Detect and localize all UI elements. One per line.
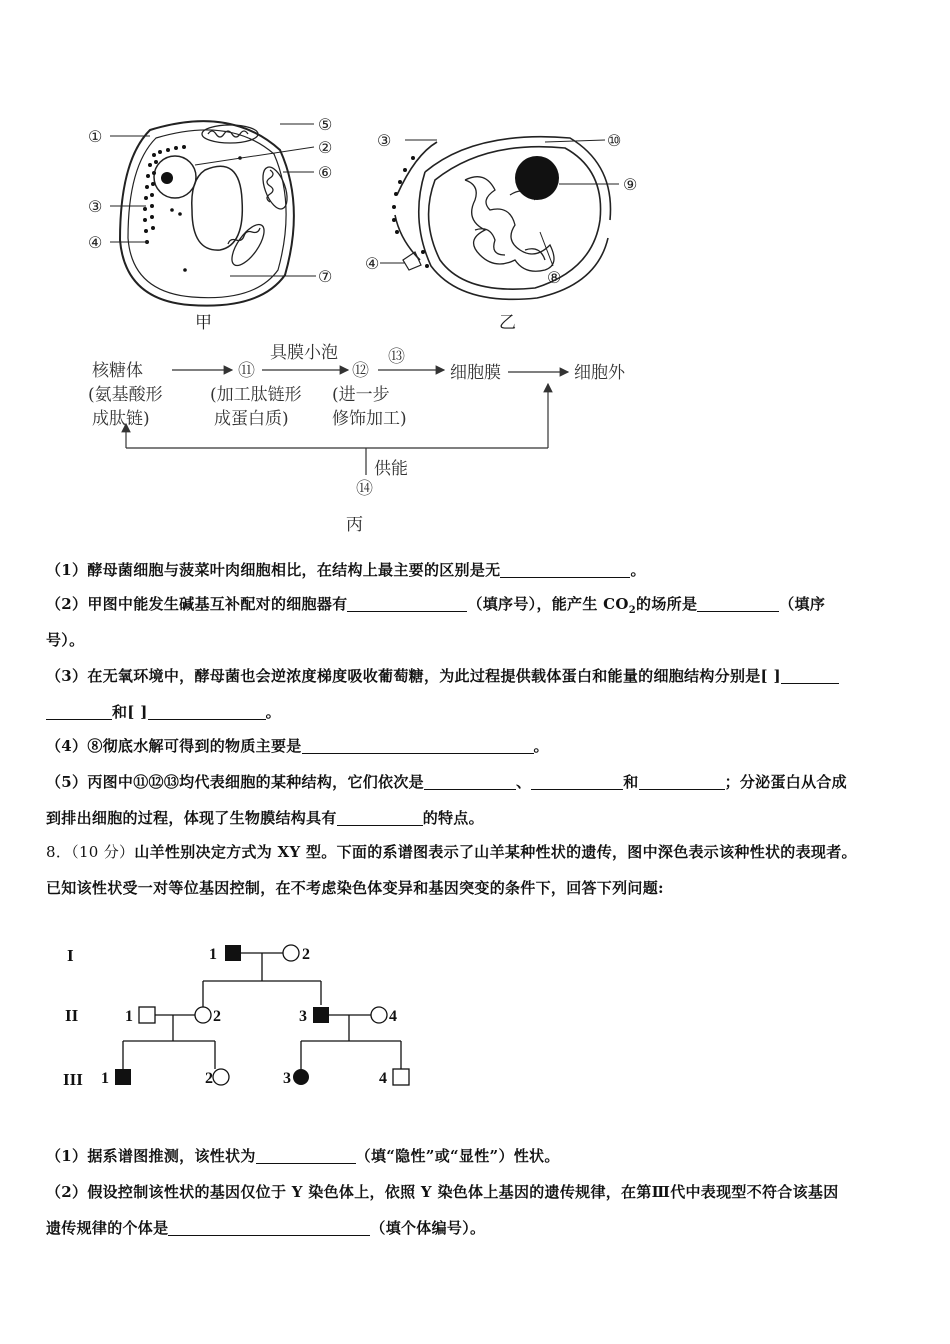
flow-n11-note-1: (加工肽链形 bbox=[210, 385, 302, 405]
nucleus bbox=[154, 156, 196, 198]
label-6: ⑥ bbox=[318, 163, 333, 182]
q8-stem-2: 已知该性状受一对等位基因控制，在不考虑染色体变异和基因突变的条件下，回答下列问题: bbox=[46, 879, 664, 897]
flow-ribosome: 核糖体 bbox=[92, 361, 143, 381]
q7-5-text-b: ；分泌蛋白从合成 bbox=[724, 773, 847, 791]
q8-1-end: （填“隐性”或“显性”）性状。 bbox=[355, 1147, 560, 1165]
nucleolus bbox=[161, 172, 173, 184]
II2-female bbox=[195, 1007, 211, 1023]
flow-n12-note-2: 修饰加工) bbox=[332, 409, 407, 429]
q8-1 bbox=[46, 1138, 928, 1174]
flow-n14: ⑭ bbox=[356, 479, 373, 499]
generation-III: III bbox=[63, 1070, 83, 1089]
II3-label: 3 bbox=[299, 1008, 307, 1025]
flow-ribosome-note-1: (氨基酸形 bbox=[88, 385, 163, 405]
flow-vesicle: 具膜小泡 bbox=[270, 343, 338, 363]
II4-female bbox=[371, 1007, 387, 1023]
nuclear-envelope-inner bbox=[429, 147, 601, 290]
q7-3-blank-1b[interactable] bbox=[46, 701, 112, 720]
II3-affected-male bbox=[313, 1007, 329, 1023]
q8-2 bbox=[46, 1174, 928, 1210]
q7-2-blank-2[interactable] bbox=[697, 593, 779, 612]
q7-3-cont bbox=[46, 694, 928, 730]
label-7: ⑦ bbox=[318, 267, 333, 286]
II1-male bbox=[139, 1007, 155, 1023]
label-3: ③ bbox=[88, 197, 103, 216]
III3-label: 3 bbox=[283, 1070, 291, 1087]
III2-female bbox=[213, 1069, 229, 1085]
flow-n13: ⑬ bbox=[388, 347, 405, 367]
II1-label: 1 bbox=[125, 1008, 133, 1025]
q7-5-cont bbox=[46, 800, 928, 836]
q7-3-blank-1a[interactable] bbox=[781, 665, 839, 684]
q8-2-text: （2）假设控制该性状的基因仅位于 Y 染色体上，依照 Y 染色体上基因的遗传规律，在第Ⅲ代中表现型不符合该基因 bbox=[46, 1183, 839, 1201]
q8-2-cont bbox=[46, 1210, 928, 1246]
III4-label: 4 bbox=[379, 1070, 387, 1087]
figure-bing bbox=[80, 340, 660, 540]
q7-5-blank-2[interactable] bbox=[531, 771, 623, 790]
q7-3 bbox=[46, 658, 928, 694]
q7-4-end: 。 bbox=[533, 737, 549, 755]
label-2: ② bbox=[318, 138, 333, 157]
flow-n12: ⑫ bbox=[352, 361, 369, 381]
I1-affected-male bbox=[225, 945, 241, 961]
q7-5-text-c: 到排出细胞的过程，体现了生物膜结构具有 bbox=[46, 809, 337, 827]
q7-3-text-c: 。 bbox=[265, 703, 281, 721]
label-10: ⑩ bbox=[607, 131, 622, 150]
q7-1-text: （1）酵母菌细胞与菠菜叶肉细胞相比，在结构上最主要的区别是无 bbox=[46, 561, 501, 579]
q7-3-blank-2[interactable] bbox=[148, 701, 266, 720]
q8-2-blank[interactable] bbox=[168, 1217, 370, 1236]
flow-n11: ⑪ bbox=[238, 361, 255, 381]
flow-energy: 供能 bbox=[374, 459, 408, 479]
q7-1-blank[interactable] bbox=[500, 559, 630, 578]
q7-2-cont bbox=[46, 622, 928, 658]
q7-2-text-c: 的场所是 bbox=[636, 595, 698, 613]
q7-4-blank[interactable] bbox=[302, 735, 534, 754]
II4-label: 4 bbox=[389, 1008, 397, 1025]
q7-3-text: （3）在无氧环境中，酵母菌也会逆浓度梯度吸收葡萄糖，为此过程提供载体蛋白和能量的细胞结构分别是[ ] bbox=[46, 667, 781, 685]
q7-3-text-b: 和[ ] bbox=[112, 703, 148, 721]
q8-2-text-b: 遗传规律的个体是 bbox=[46, 1219, 169, 1237]
co2-subscript: 2 bbox=[628, 605, 637, 616]
label-4: ④ bbox=[365, 254, 380, 273]
I2-female bbox=[283, 945, 299, 961]
q7-5-text: （5）丙图中⑪⑫⑬均代表细胞的某种结构，它们依次是 bbox=[46, 773, 424, 791]
generation-I: I bbox=[67, 946, 74, 965]
q7-4 bbox=[46, 728, 928, 764]
q7-5-blank-1[interactable] bbox=[424, 771, 516, 790]
q7-5-blank-3[interactable] bbox=[639, 771, 725, 790]
q7-2-text-b: （填序号），能产生 CO bbox=[467, 595, 629, 613]
q8-1-text: （1）据系谱图推测，该性状为 bbox=[46, 1147, 256, 1165]
label-4: ④ bbox=[88, 233, 103, 252]
q7-2-text-d: （填序 bbox=[779, 595, 826, 613]
q8-stem-1: 山羊性别决定方式为 XY 型。下面的系谱图表示了山羊某种性状的遗传，图中深色表示该种性状的表现者。 bbox=[134, 843, 857, 861]
III1-label: 1 bbox=[101, 1070, 109, 1087]
label-9: ⑨ bbox=[623, 175, 638, 194]
vacuole bbox=[192, 166, 243, 250]
III3-affected-female bbox=[293, 1069, 309, 1085]
q8-2-end: （填个体编号）。 bbox=[370, 1219, 486, 1237]
III1-affected-male bbox=[115, 1069, 131, 1085]
q7-2-blank-1[interactable] bbox=[347, 593, 467, 612]
label-5: ⑤ bbox=[318, 115, 333, 134]
caption-jia: 甲 bbox=[195, 313, 212, 333]
q7-5-sep2: 和 bbox=[623, 773, 639, 791]
q7-5-sep1: 、 bbox=[515, 773, 532, 791]
label-8: ⑧ bbox=[547, 268, 562, 287]
q7-1-end: 。 bbox=[630, 561, 646, 579]
flow-outside: 细胞外 bbox=[574, 363, 625, 383]
figure-yi bbox=[365, 120, 655, 330]
I2-label: 2 bbox=[302, 946, 310, 963]
q8-score: （10 分） bbox=[71, 843, 135, 861]
ribosome-mark bbox=[403, 252, 421, 270]
q7-5 bbox=[46, 764, 928, 800]
flow-membrane: 细胞膜 bbox=[450, 363, 501, 383]
q8-number: 8． bbox=[46, 843, 72, 861]
label-1: ① bbox=[88, 127, 103, 146]
q7-2-text: （2）甲图中能发生碱基互补配对的细胞器有 bbox=[46, 595, 348, 613]
caption-yi: 乙 bbox=[499, 313, 516, 330]
I1-label: 1 bbox=[209, 946, 217, 963]
label-3: ③ bbox=[377, 131, 392, 150]
q7-1 bbox=[46, 552, 928, 588]
III4-male bbox=[393, 1069, 409, 1085]
q8-stem bbox=[46, 834, 928, 870]
generation-II: II bbox=[65, 1006, 79, 1025]
pedigree-chart bbox=[55, 935, 435, 1105]
flow-n12-note-1: (进一步 bbox=[332, 385, 390, 405]
q8-stem-cont bbox=[46, 870, 928, 906]
III2-label: 2 bbox=[205, 1070, 213, 1087]
figure-jia bbox=[80, 110, 350, 340]
mitochondria bbox=[202, 125, 292, 270]
nucleolus bbox=[515, 156, 559, 200]
q7-4-text: （4）⑧彻底水解可得到的物质主要是 bbox=[46, 737, 302, 755]
II2-label: 2 bbox=[213, 1008, 221, 1025]
caption-bing: 丙 bbox=[346, 515, 363, 535]
q7-2-text-e: 号）。 bbox=[46, 631, 85, 649]
er-membrane bbox=[395, 142, 437, 260]
flow-n11-note-2: 成蛋白质) bbox=[214, 409, 289, 429]
q8-1-blank[interactable] bbox=[256, 1145, 356, 1164]
flow-ribosome-note-2: 成肽链) bbox=[92, 409, 150, 429]
q7-5-text-d: 的特点。 bbox=[422, 809, 484, 827]
q7-5-blank-4[interactable] bbox=[337, 807, 423, 826]
